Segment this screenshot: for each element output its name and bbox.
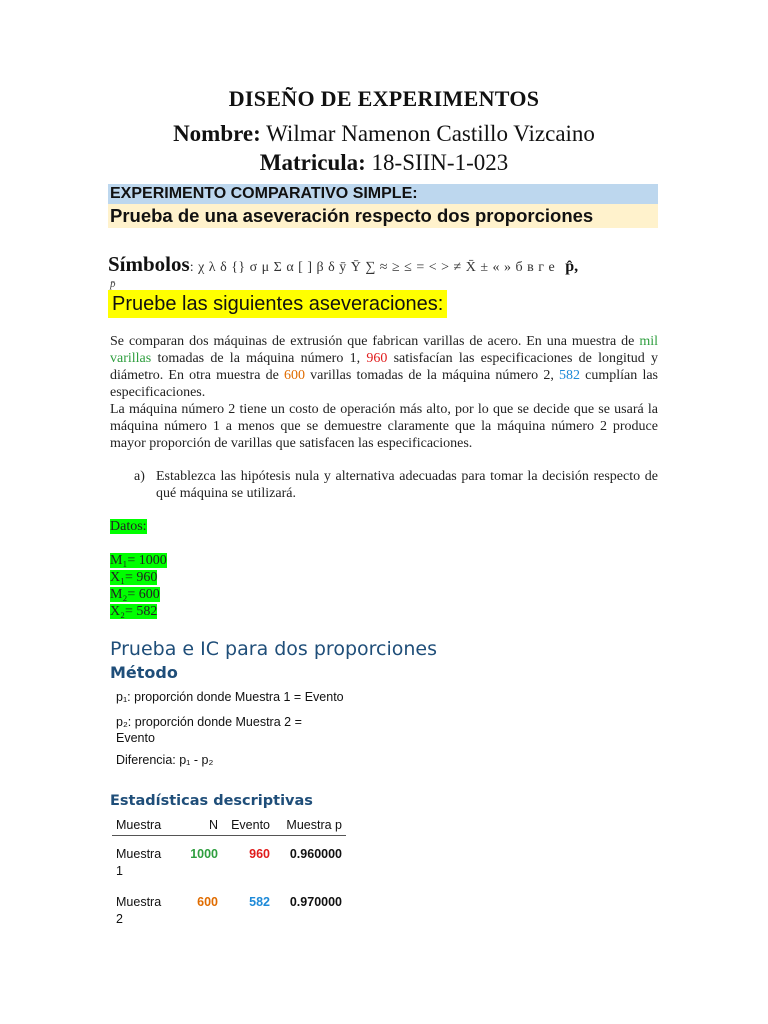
datos-label-text: Datos: (110, 519, 147, 534)
symbols-p-hat: p̂, (565, 258, 579, 275)
table-row (112, 836, 346, 885)
p2-definition: p₂: proporción donde Muestra 2 = Evento (116, 715, 302, 745)
descriptive-stats-table (112, 816, 346, 932)
document-title: DISEÑO DE EXPERIMENTOS (228, 86, 540, 111)
highlight-960: 960 (366, 351, 388, 366)
symbols-list: : χ λ δ {} σ μ Σ α [ ] β δ ӯ Ῡ ∑ ≈ ≥ ≤ = < > ≠ X̄ ± « » б в г е (189, 260, 556, 275)
nombre-label: Nombre: (173, 121, 261, 146)
datos-values (110, 552, 167, 620)
descriptive-stats-title: Estadísticas descriptivas (110, 793, 313, 809)
problem-text: cumplían las especificaciones. (110, 368, 658, 400)
experiment-type-banner: EXPERIMENTO COMPARATIVO SIMPLE: (108, 184, 658, 204)
dato-m1: M₁= 1000 (110, 553, 167, 568)
matricula-value: 18-SIIN-1-023 (371, 150, 509, 175)
table-header-row (112, 816, 346, 836)
metodo-title: Método (110, 663, 178, 682)
col-header-evento: Evento (222, 816, 274, 836)
problem-text: Se comparan dos máquinas de extrusión que fabrican varillas de acero. En una muestra de (110, 334, 640, 349)
problem-paragraph-1 (110, 333, 658, 401)
symbols-p-bar: p̄ (110, 278, 116, 290)
col-header-muestra-p: Muestra p (274, 816, 346, 836)
list-item-a (134, 468, 658, 502)
problem-text: varillas tomadas de la máquina número 2, (304, 368, 559, 383)
highlight-582: 582 (559, 368, 580, 383)
symbols-line (108, 252, 668, 278)
cell-name: Muestra 1 (116, 847, 162, 878)
cell-n: 600 (197, 895, 218, 909)
cell-evento: 960 (249, 847, 270, 861)
dato-m2: M₂= 600 (110, 587, 160, 602)
dato-x2: X₂= 582 (110, 604, 158, 619)
nombre-value: Wilmar Namenon Castillo Vizcaino (266, 121, 595, 146)
dato-x1: X₁= 960 (110, 570, 158, 585)
problem-text: tomadas de la máquina número 1, (151, 351, 367, 366)
col-header-muestra: Muestra (112, 816, 170, 836)
col-header-n: N (170, 816, 222, 836)
p1-definition: p₁: proporción donde Muestra 1 = Evento (116, 690, 344, 704)
list-marker: a) (134, 469, 145, 484)
experiment-subtitle-banner: Prueba de una aseveración respecto dos proporciones (108, 204, 658, 228)
problem-text: satisfacían las especificaciones de longitud y diámetro. En otra muestra de (110, 351, 658, 383)
highlight-mil-varillas: mil varillas (110, 334, 658, 366)
cell-name: Muestra 2 (116, 895, 162, 926)
list-item-text: Establezca las hipótesis nula y alternativa adecuadas para tomar la decisión respecto de qué máquina se utilizará. (156, 469, 658, 501)
student-name-line (0, 121, 768, 147)
cell-p: 0.960000 (289, 847, 342, 861)
symbols-label: Símbolos (108, 252, 190, 276)
output-section-title: Prueba e IC para dos proporciones (110, 638, 438, 660)
table-row (112, 884, 346, 932)
datos-label (110, 518, 147, 535)
matricula-line (0, 150, 768, 176)
problem-paragraph-2: La máquina número 2 tiene un costo de operación más alto, por lo que se decide que se usará la máquina número 1 a menos que se demuestre claramente que la máquina número 2 produce mayor proporción de varillas que satisfacen las especificaciones. (110, 402, 658, 451)
diferencia-definition: Diferencia: p₁ - p₂ (116, 753, 214, 767)
assertions-heading: Pruebe las siguientes aseveraciones: (108, 290, 447, 318)
cell-n: 1000 (190, 847, 218, 861)
matricula-label: Matricula: (259, 150, 366, 175)
highlight-600: 600 (283, 368, 305, 383)
cell-p: 0.970000 (289, 895, 342, 909)
cell-evento: 582 (249, 895, 270, 909)
